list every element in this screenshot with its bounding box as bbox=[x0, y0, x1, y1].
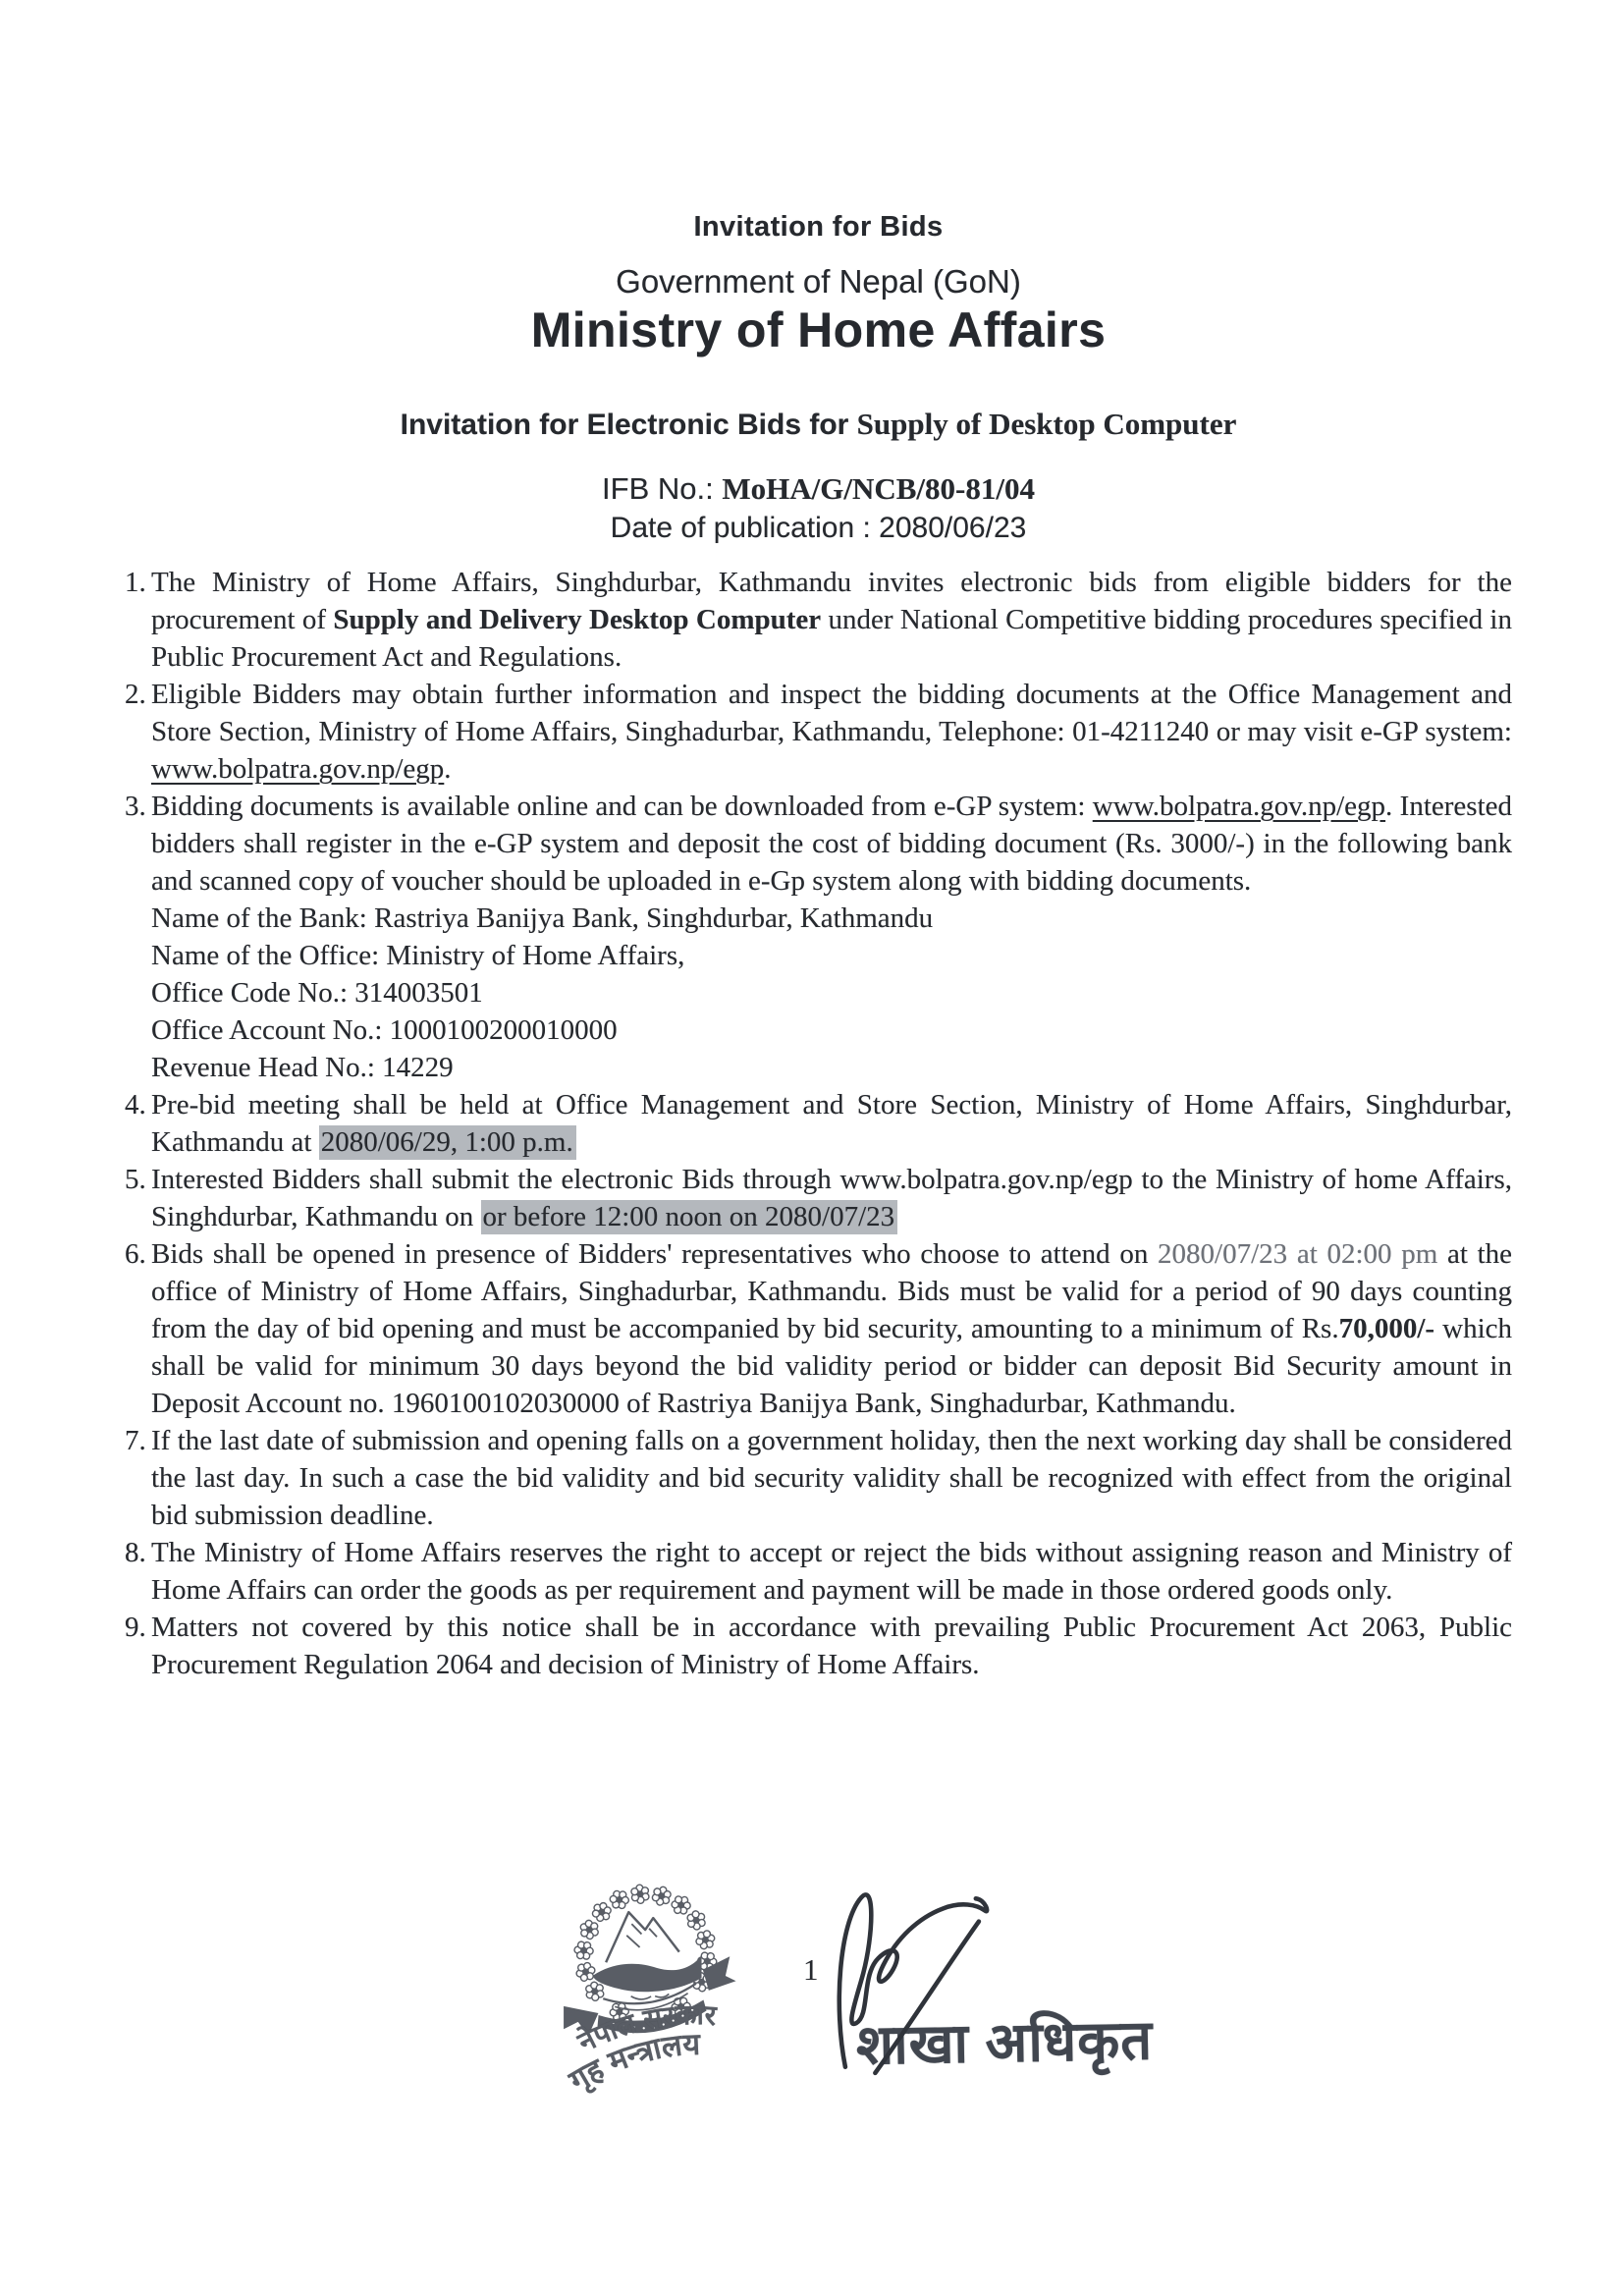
item-text bbox=[151, 1235, 1512, 1422]
bid-security-amount: 70,000/- bbox=[1338, 1313, 1435, 1344]
ifb-label: IFB No.: bbox=[602, 471, 723, 506]
publication-date: Date of publication : 2080/06/23 bbox=[610, 512, 1027, 544]
condition-item-7 bbox=[125, 1422, 1512, 1534]
text-segment: If the last date of submission and opening falls on a government holiday, then the next working day shall be considered the last day. In such a case the bid validity and bid security validity shall be recognized with effect from the original bid submission deadline. bbox=[151, 1425, 1512, 1531]
text-segment: Office Code No.: 314003501 bbox=[151, 977, 483, 1009]
text-segment: Name of the Office: Ministry of Home Affairs, bbox=[151, 940, 685, 971]
notice-subtitle bbox=[125, 407, 1512, 442]
text-segment: Eligible Bidders may obtain further information and inspect the bidding documents at the Office Management and Store Section, Ministry of Home Affairs, Singhadurbar, Kathmandu, Telephone: 01-4211240 or may visit e-GP system: bbox=[151, 679, 1512, 747]
condition-item-1 bbox=[125, 564, 1512, 676]
text-segment: Revenue Head No.: 14229 bbox=[151, 1052, 454, 1083]
item-number: 2. bbox=[125, 679, 146, 710]
text-segment: at the office of Ministry of Home Affairs, Singhadurbar, Kathmandu. Bids must be valid for a period of 90 days counting from the day of bid opening and must be accompanied by bid security, amounting to a minimum of Rs. bbox=[151, 1238, 1512, 1344]
item-text bbox=[151, 1086, 1512, 1161]
signatory-title-stamp: शाखा अधिकृत bbox=[855, 2008, 1154, 2076]
condition-item-2 bbox=[125, 676, 1512, 788]
condition-item-6 bbox=[125, 1235, 1512, 1422]
item-text bbox=[151, 1422, 1512, 1534]
signature-graphic bbox=[823, 1878, 1013, 2082]
condition-item-5 bbox=[125, 1161, 1512, 1235]
text-segment: under National Competitive bidding procedures specified in Public Procurement Act and Regulations. bbox=[151, 604, 1512, 673]
bid-opening-datetime: 2080/07/23 at 02:00 pm bbox=[1158, 1238, 1438, 1270]
ministry-title: Ministry of Home Affairs bbox=[530, 302, 1107, 357]
egp-system-link: www.bolpatra.gov.np/egp bbox=[1092, 791, 1386, 822]
subtitle-subject: Supply of Desktop Computer bbox=[856, 407, 1237, 441]
text-segment: Matters not covered by this notice shall be in accordance with prevailing Public Procurement Act 2063, Public Procurement Regulation 2064 and decision of Ministry of Home Affairs. bbox=[151, 1612, 1512, 1680]
egp-system-link: www.bolpatra.gov.np/egp bbox=[151, 753, 445, 785]
item-number: 7. bbox=[125, 1425, 146, 1456]
item-text bbox=[151, 1609, 1512, 1683]
text-segment: which shall be valid for minimum 30 days beyond the bid validity period or bidder can deposit Bid Security amount in Deposit Account no. 1960100102030000 of Rastriya Banijya Bank, Singhadurbar, Kathmandu. bbox=[151, 1313, 1512, 1419]
item-number: 3. bbox=[125, 791, 146, 822]
seal-graphic bbox=[528, 1862, 767, 2108]
item-text bbox=[151, 1161, 1512, 1235]
text-segment: Pre-bid meeting shall be held at Office Management and Store Section, Ministry of Home Affairs, Singhdurbar, Kathmandu at bbox=[151, 1089, 1512, 1158]
item-number: 4. bbox=[125, 1089, 146, 1121]
ifb-number: MoHA/G/NCB/80-81/04 bbox=[722, 471, 1035, 506]
item-number: 1. bbox=[125, 567, 146, 598]
item-text bbox=[151, 676, 1512, 788]
seal-text-bottom: गृह मन्त्रालय bbox=[564, 2027, 701, 2099]
notice-header bbox=[125, 0, 1512, 545]
ifb-number-line bbox=[125, 471, 1512, 507]
item-number: 8. bbox=[125, 1537, 146, 1568]
handwritten-signature-icon bbox=[823, 1878, 1013, 2082]
text-segment: Office Account No.: 1000100200010000 bbox=[151, 1014, 618, 1046]
prebid-meeting-datetime: 2080/06/29, 1:00 p.m. bbox=[319, 1125, 576, 1160]
seal-text-top: नेपाल सरकार bbox=[572, 1998, 718, 2059]
item-text bbox=[151, 788, 1512, 1086]
government-line: Government of Nepal (GoN) bbox=[616, 263, 1021, 300]
nepal-government-seal-icon bbox=[528, 1862, 767, 2108]
subtitle-prefix: Invitation for Electronic Bids for bbox=[400, 409, 857, 441]
item-number: 5. bbox=[125, 1164, 146, 1195]
text-segment: Interested Bidders shall submit the electronic Bids through www.bolpatra.gov.np/egp to the Ministry of home Affairs, Singhdurbar, Kathmandu on bbox=[151, 1164, 1512, 1232]
condition-item-8 bbox=[125, 1534, 1512, 1609]
submission-deadline: or before 12:00 noon on 2080/07/23 bbox=[481, 1200, 898, 1234]
text-segment: . bbox=[444, 753, 452, 785]
bid-conditions-list bbox=[125, 564, 1512, 1683]
item-number: 6. bbox=[125, 1238, 146, 1270]
condition-item-3 bbox=[125, 788, 1512, 1086]
text-segment: Name of the Bank: Rastriya Banijya Bank, Singhdurbar, Kathmandu bbox=[151, 902, 934, 934]
condition-item-4 bbox=[125, 1086, 1512, 1161]
page-number: 1 bbox=[803, 1952, 819, 1987]
text-segment: Bidding documents is available online and can be downloaded from e-GP system: bbox=[151, 791, 1093, 822]
page-title: Invitation for Bids bbox=[693, 211, 944, 243]
item-text bbox=[151, 564, 1512, 676]
text-segment: . Interested bidders shall register in the e-GP system and deposit the cost of bidding document (Rs. 3000/-) in the following bank and scanned copy of voucher should be uploaded in e-Gp system along with bidding documents. bbox=[151, 791, 1512, 897]
item-text bbox=[151, 1534, 1512, 1609]
text-segment: Supply and Delivery Desktop Computer bbox=[333, 604, 822, 635]
text-segment: Bids shall be opened in presence of Bidders' representatives who choose to attend on bbox=[151, 1238, 1159, 1270]
text-segment: The Ministry of Home Affairs reserves the right to accept or reject the bids without assigning reason and Ministry of Home Affairs can order the goods as per requirement and payment will be made in those ordered goods only. bbox=[151, 1537, 1512, 1606]
condition-item-9 bbox=[125, 1609, 1512, 1683]
item-number: 9. bbox=[125, 1612, 146, 1643]
text-segment: The Ministry of Home Affairs, Singhdurbar, Kathmandu invites electronic bids from eligible bidders for the procurement of bbox=[151, 567, 1512, 635]
